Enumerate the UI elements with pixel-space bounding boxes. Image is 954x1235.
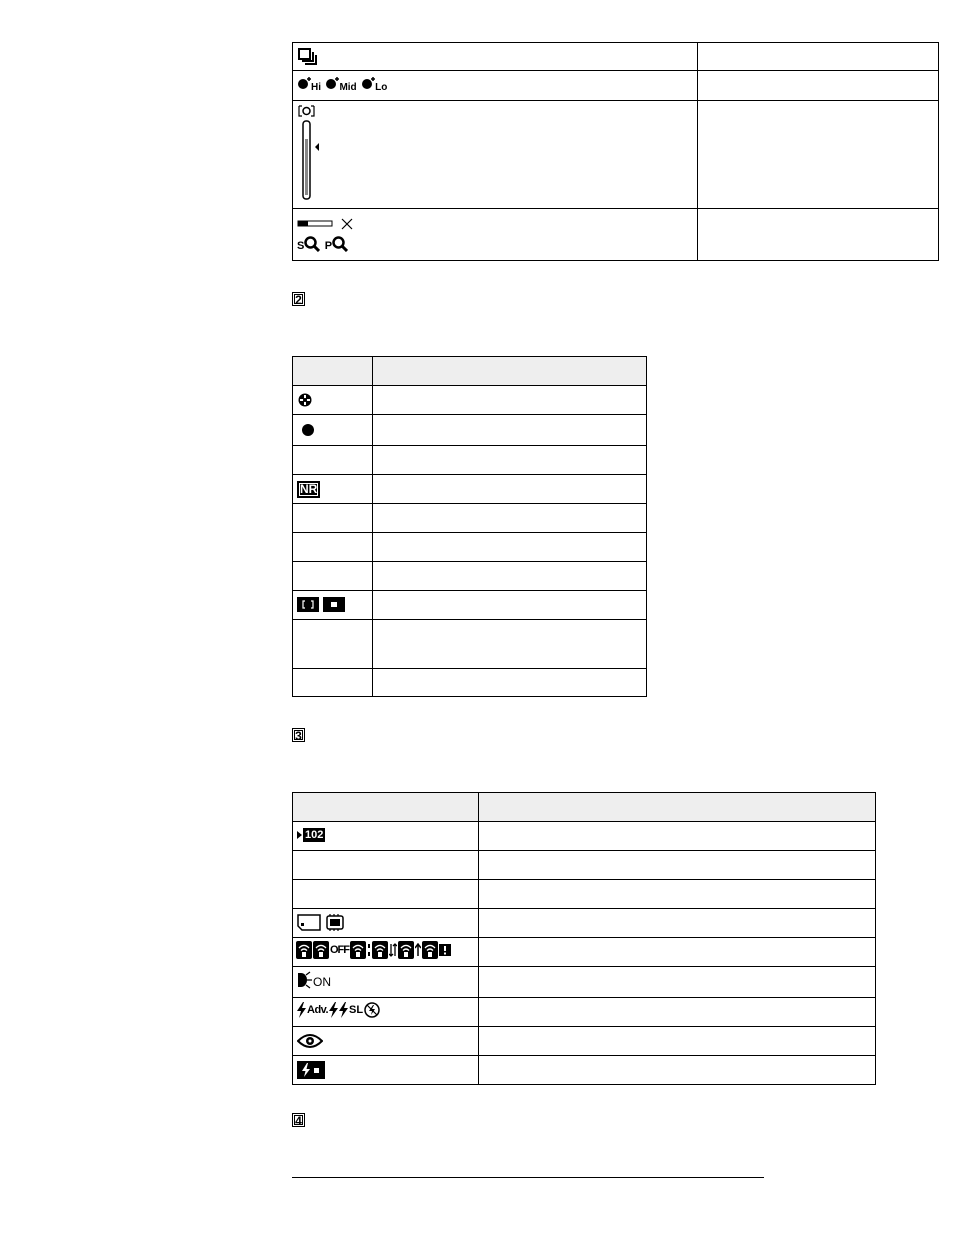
table-row xyxy=(293,475,647,504)
nr-badge-icon xyxy=(297,481,320,498)
table-header-cell xyxy=(293,793,479,822)
flash-icon xyxy=(329,1002,338,1018)
table-cell-icon xyxy=(293,998,479,1027)
label-mid: Mid xyxy=(339,81,357,93)
zoom-bar-icon xyxy=(297,218,337,230)
table-row xyxy=(293,504,647,533)
table-row xyxy=(293,909,876,938)
table-row xyxy=(293,386,647,415)
table-cell-icon xyxy=(293,475,373,504)
wifi-icon xyxy=(313,941,329,959)
table-cell xyxy=(479,1027,876,1056)
face-brightness-icons xyxy=(297,77,387,94)
flash-charge-icon xyxy=(297,1061,325,1079)
af-lamp-icon xyxy=(297,971,313,989)
nr-badge-label: NR xyxy=(300,482,318,496)
table-cell xyxy=(698,101,939,209)
face-icon xyxy=(325,77,339,93)
flash-off-icon xyxy=(364,1002,380,1018)
bottom-divider xyxy=(292,1177,764,1178)
table-3 xyxy=(292,792,876,1085)
close-icon xyxy=(341,218,353,230)
red-eye-icon xyxy=(297,1033,323,1049)
table-header-row xyxy=(293,793,876,822)
play-triangle-icon xyxy=(297,830,302,840)
table-cell-icon xyxy=(293,851,479,880)
wifi-off-label: OFF xyxy=(330,943,349,956)
table-row xyxy=(293,669,647,697)
table-cell-icon xyxy=(293,967,479,998)
label-s: S xyxy=(297,239,305,252)
table-cell xyxy=(373,533,647,562)
table-cell xyxy=(698,71,939,101)
section-number-3: 3 xyxy=(292,728,305,742)
table-cell xyxy=(373,620,647,669)
flash-mode-icons xyxy=(297,1002,380,1018)
table-cell xyxy=(479,998,876,1027)
table-cell-icon xyxy=(293,620,373,669)
table-header-row xyxy=(293,357,647,386)
table-cell-icon xyxy=(293,909,479,938)
flash-sl-label: SL xyxy=(349,1003,364,1016)
af-frame-icons xyxy=(297,596,345,613)
table-cell xyxy=(479,851,876,880)
table-cell-icon xyxy=(293,1027,479,1056)
table-cell-icon xyxy=(293,562,373,591)
table-cell xyxy=(479,938,876,967)
af-on-label: ON xyxy=(313,974,331,989)
wifi-status-icons xyxy=(296,941,451,959)
table-header-cell xyxy=(373,357,647,386)
transfer-arrows-icon xyxy=(389,943,397,957)
upload-arrow-icon xyxy=(415,943,421,957)
table-row xyxy=(293,562,647,591)
table-cell-icon xyxy=(293,415,373,446)
flash-icon xyxy=(297,1002,306,1018)
table-row xyxy=(293,533,647,562)
table-cell-icon xyxy=(293,43,698,71)
table-row xyxy=(293,938,876,967)
vertical-zoom-scale-icon xyxy=(297,105,323,201)
warning-icon xyxy=(439,944,451,956)
table-cell xyxy=(698,43,939,71)
label-hi: Hi xyxy=(311,81,321,93)
zoom-magnifier-icon xyxy=(332,236,348,252)
table-row xyxy=(293,851,876,880)
wifi-icon xyxy=(372,941,388,959)
table-header-cell xyxy=(293,357,373,386)
wifi-icon xyxy=(422,941,438,959)
section-number-2: 2 xyxy=(292,292,305,306)
flash-icon xyxy=(339,1002,348,1018)
table-row xyxy=(293,880,876,909)
table-cell xyxy=(373,669,647,697)
zoom-bar-icons xyxy=(297,216,693,234)
table-row xyxy=(293,43,939,71)
focus-dot-icon xyxy=(297,422,317,438)
table-cell xyxy=(479,1056,876,1085)
table-cell-icon xyxy=(293,101,698,209)
label-lo: Lo xyxy=(375,81,388,93)
memory-card-icon xyxy=(297,914,321,931)
face-icon xyxy=(361,77,375,93)
wifi-connecting-icon xyxy=(367,943,371,957)
wifi-icon xyxy=(296,941,312,959)
folder-number-icon xyxy=(297,828,325,842)
continuous-shooting-icon xyxy=(297,47,317,65)
table-cell-icon xyxy=(293,938,479,967)
table-cell-icon xyxy=(293,669,373,697)
folder-number-label: 102 xyxy=(305,829,324,841)
table-cell xyxy=(479,822,876,851)
table-cell xyxy=(373,446,647,475)
table-row xyxy=(293,822,876,851)
table-row xyxy=(293,620,647,669)
table-cell xyxy=(373,562,647,591)
section-number-4: 4 xyxy=(292,1113,305,1127)
table-cell-icon xyxy=(293,822,479,851)
table-cell xyxy=(373,415,647,446)
table-row xyxy=(293,1027,876,1056)
zoom-magnifier-icon xyxy=(304,236,320,252)
table-cell-icon xyxy=(293,209,698,261)
table-header-cell xyxy=(479,793,876,822)
af-illuminator-icon xyxy=(297,971,331,989)
table-cell xyxy=(373,504,647,533)
table-cell-icon xyxy=(293,1056,479,1085)
table-1 xyxy=(292,42,939,261)
label-p: P xyxy=(324,239,333,252)
table-row xyxy=(293,209,939,261)
table-cell-icon xyxy=(293,71,698,101)
af-spot-frame-icon xyxy=(323,597,345,612)
table-row xyxy=(293,591,647,620)
table-cell-icon xyxy=(293,533,373,562)
table-cell-icon xyxy=(293,591,373,620)
table-row xyxy=(293,415,647,446)
table-cell xyxy=(479,909,876,938)
table-cell-icon xyxy=(293,504,373,533)
table-cell xyxy=(479,880,876,909)
table-cell xyxy=(373,591,647,620)
table-cell-icon xyxy=(293,386,373,415)
focus-target-icon xyxy=(297,392,313,408)
face-icon xyxy=(297,77,311,93)
table-row xyxy=(293,71,939,101)
table-cell xyxy=(373,386,647,415)
table-row xyxy=(293,1056,876,1085)
table-2 xyxy=(292,356,647,697)
internal-memory-icon xyxy=(325,914,345,931)
memory-card-icons xyxy=(297,914,345,931)
table-cell-icon xyxy=(293,446,373,475)
wifi-icon xyxy=(350,941,366,959)
table-cell xyxy=(479,967,876,998)
table-cell xyxy=(698,209,939,261)
wifi-icon xyxy=(398,941,414,959)
table-row xyxy=(293,967,876,998)
table-row xyxy=(293,101,939,209)
table-cell-icon xyxy=(293,880,479,909)
table-cell xyxy=(373,475,647,504)
af-wide-frame-icon xyxy=(297,597,319,612)
flash-adv-label: Adv. xyxy=(307,1003,329,1016)
table-row xyxy=(293,998,876,1027)
table-row xyxy=(293,446,647,475)
